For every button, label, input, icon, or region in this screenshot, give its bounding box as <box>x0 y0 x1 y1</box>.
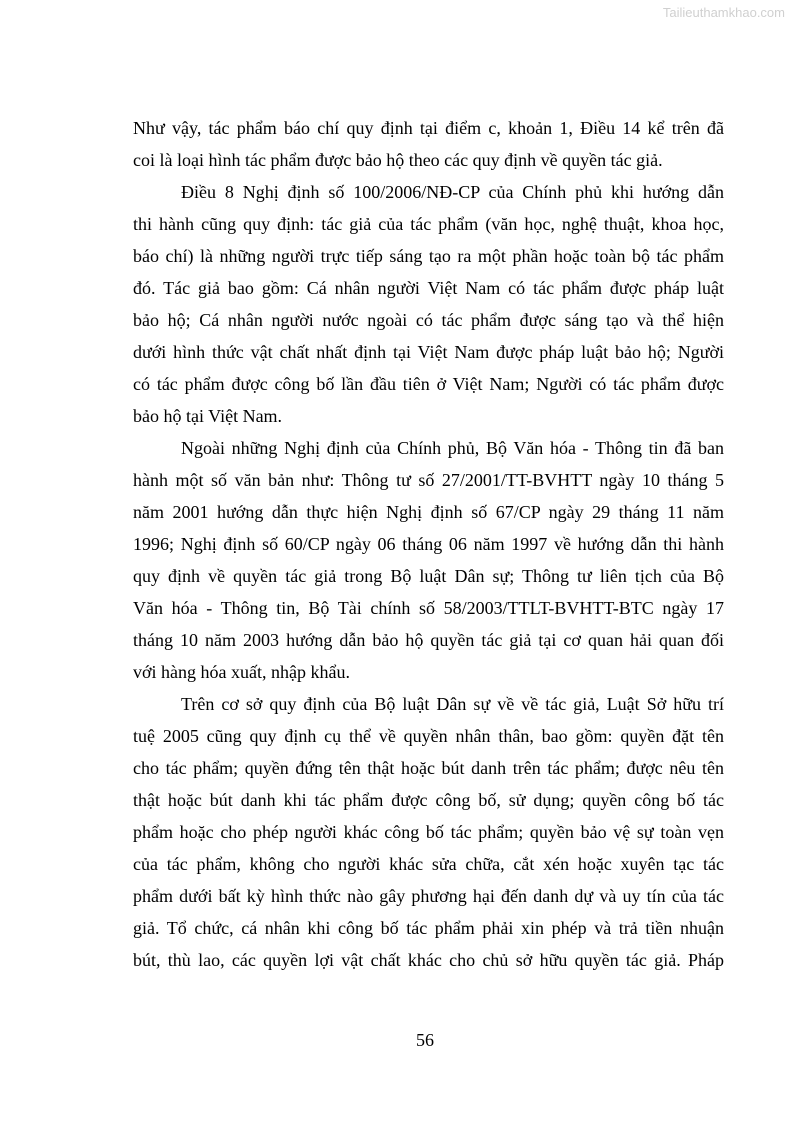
text-line: Trên cơ sở quy định của Bộ luật Dân sự về về tác giả, Luật Sở hữu trí <box>181 694 724 714</box>
paragraph <box>133 432 724 688</box>
text-line: Điều 8 Nghị định số 100/2006/NĐ-CP của Chính phủ khi hướng dẫn <box>181 182 724 202</box>
text-line: của tác phẩm, không cho người khác sửa chữa, cắt xén hoặc xuyên tạc tác <box>133 854 724 874</box>
text-line: Ngoài những Nghị định của Chính phủ, Bộ Văn hóa - Thông tin đã ban <box>181 438 724 458</box>
text-line: phẩm dưới bất kỳ hình thức nào gây phương hại đến danh dự và uy tín của tác <box>133 886 724 906</box>
text-line: coi là loại hình tác phẩm được bảo hộ theo các quy định về quyền tác giả. <box>133 150 663 170</box>
text-line: đó. Tác giả bao gồm: Cá nhân người Việt Nam có tác phẩm được pháp luật <box>133 278 724 298</box>
text-line: tháng 10 năm 2003 hướng dẫn bảo hộ quyền tác giả tại cơ quan hải quan đối <box>133 630 724 650</box>
text-line: Văn hóa - Thông tin, Bộ Tài chính số 58/2003/TTLT-BVHTT-BTC ngày 17 <box>133 598 724 618</box>
watermark: Tailieuthamkhao.com <box>662 5 785 20</box>
document-body <box>133 112 724 976</box>
paragraph <box>133 112 724 176</box>
text-line: cho tác phẩm; quyền đứng tên thật hoặc bút danh trên tác phẩm; được nêu tên <box>133 758 724 778</box>
text-line: thi hành cũng quy định: tác giả của tác phẩm (văn học, nghệ thuật, khoa học, <box>133 214 724 234</box>
text-line: với hàng hóa xuất, nhập khẩu. <box>133 662 350 682</box>
text-line: bảo hộ; Cá nhân người nước ngoài có tác phẩm được sáng tạo và thể hiện <box>133 310 724 330</box>
text-line: thật hoặc bút danh khi tác phẩm được công bố, sử dụng; quyền công bố tác <box>133 790 724 810</box>
text-line: giả. Tổ chức, cá nhân khi công bố tác phẩm phải xin phép và trả tiền nhuận <box>133 918 724 938</box>
text-line: phẩm hoặc cho phép người khác công bố tác phẩm; quyền bảo vệ sự toàn vẹn <box>133 822 724 842</box>
text-line: bảo hộ tại Việt Nam. <box>133 406 283 426</box>
text-line: quy định về quyền tác giả trong Bộ luật Dân sự; Thông tư liên tịch của Bộ <box>133 566 724 586</box>
text-line: bút, thù lao, các quyền lợi vật chất khác cho chủ sở hữu quyền tác giả. Pháp <box>133 950 724 970</box>
text-line: hành một số văn bản như: Thông tư số 27/2001/TT-BVHTT ngày 10 tháng 5 <box>133 470 724 490</box>
text-line: báo chí) là những người trực tiếp sáng tạo ra một phần hoặc toàn bộ tác phẩm <box>133 246 724 266</box>
text-line: tuệ 2005 cũng quy định cụ thể về quyền nhân thân, bao gồm: quyền đặt tên <box>133 726 724 746</box>
text-line: năm 2001 hướng dẫn thực hiện Nghị định số 67/CP ngày 29 tháng 11 năm <box>133 502 724 522</box>
text-line: dưới hình thức vật chất nhất định tại Việt Nam được pháp luật bảo hộ; Người <box>133 342 724 362</box>
page-number: 56 <box>416 1030 434 1050</box>
paragraph <box>133 688 724 976</box>
text-line: có tác phẩm được công bố lần đầu tiên ở Việt Nam; Người có tác phẩm được <box>133 374 724 394</box>
text-line: 1996; Nghị định số 60/CP ngày 06 tháng 06 năm 1997 về hướng dẫn thi hành <box>133 534 724 554</box>
text-line: Như vậy, tác phẩm báo chí quy định tại điểm c, khoản 1, Điều 14 kể trên đã <box>133 118 724 138</box>
paragraph <box>133 176 724 432</box>
